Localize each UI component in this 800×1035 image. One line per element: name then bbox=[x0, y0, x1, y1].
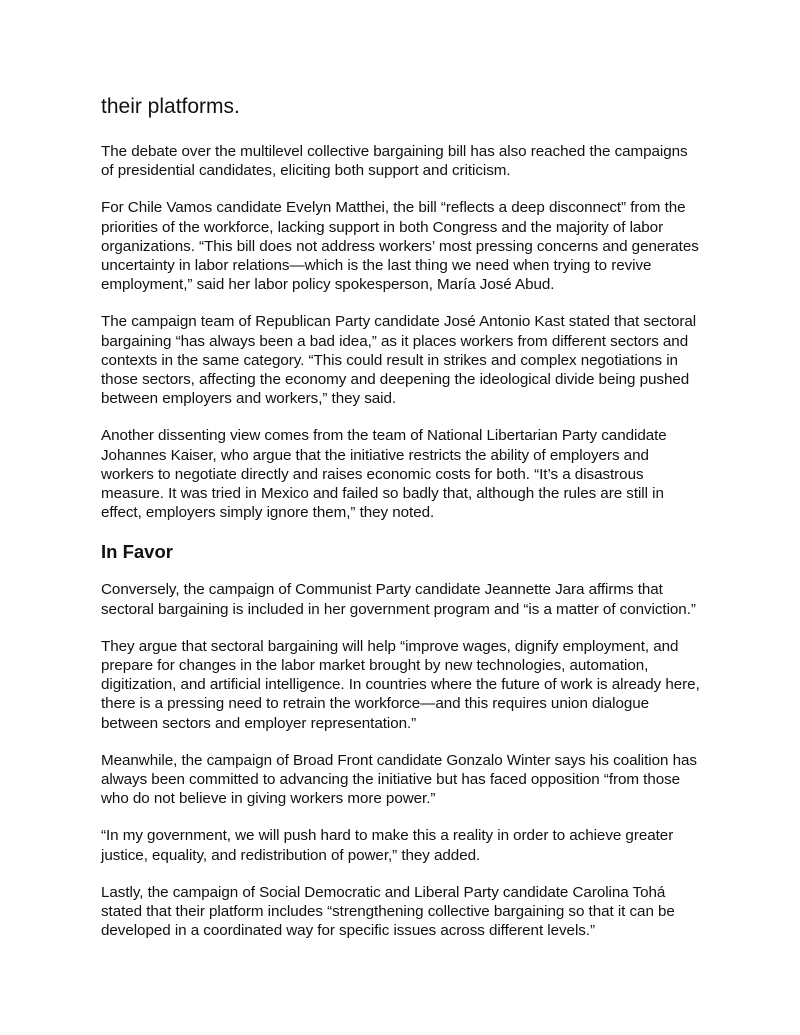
document-page bbox=[101, 93, 701, 959]
lead-text: their platforms. bbox=[101, 95, 240, 118]
paragraph: They argue that sectoral bargaining will help “improve wages, dignify employment, and prepare for changes in the labor market brought by new technologies, automation, digitization, and artificial intelligence. In countries where the future of work is already here, there is a pressing need to retrain the workforce—and this requires union dialogue between sectors and employer representation.” bbox=[101, 637, 700, 732]
paragraph: Meanwhile, the campaign of Broad Front candidate Gonzalo Winter says his coalition has always been committed to advancing the initiative but has faced opposition “from those who do not believe in giving workers more power.” bbox=[101, 751, 697, 808]
paragraph: The campaign team of Republican Party candidate José Antonio Kast stated that sectoral bargaining “has always been a bad idea,” as it places workers from different sectors and contexts in the same category. “This could result in strikes and complex negotiations in those sectors, affecting the economy and deepening the ideological divide being pushed between employers and workers,” they said. bbox=[101, 313, 697, 408]
paragraph: Another dissenting view comes from the team of National Libertarian Party candidate Johannes Kaiser, who argue that the initiative restricts the ability of employers and workers to negotiate directly and raises economic costs for both. “It’s a disastrous measure. It was tried in Mexico and failed so badly that, although the rules are still in effect, employers simply ignore them,” they noted. bbox=[101, 427, 667, 522]
section-heading: In Favor bbox=[101, 541, 173, 563]
paragraph: Lastly, the campaign of Social Democratic and Liberal Party candidate Carolina Tohá stated that their platform includes “strengthening collective bargaining so that it can be developed in a coordinated way for specific issues across different levels.” bbox=[101, 883, 675, 940]
paragraph: “In my government, we will push hard to make this a reality in order to achieve greater justice, equality, and redistribution of power,” they added. bbox=[101, 827, 674, 864]
paragraph: The debate over the multilevel collective bargaining bill has also reached the campaigns of presidential candidates, eliciting both support and criticism. bbox=[101, 143, 688, 180]
paragraph: Conversely, the campaign of Communist Party candidate Jeannette Jara affirms that sectoral bargaining is included in her government program and “is a matter of conviction.” bbox=[101, 581, 696, 618]
paragraph: For Chile Vamos candidate Evelyn Matthei, the bill “reflects a deep disconnect” from the priorities of the workforce, lacking support in both Congress and the majority of labor organizations. “This bill does not address workers’ most pressing concerns and generates uncertainty in labor relations—which is the last thing we need when trying to revive employment,” said her labor policy spokesperson, María José Abud. bbox=[101, 199, 699, 294]
